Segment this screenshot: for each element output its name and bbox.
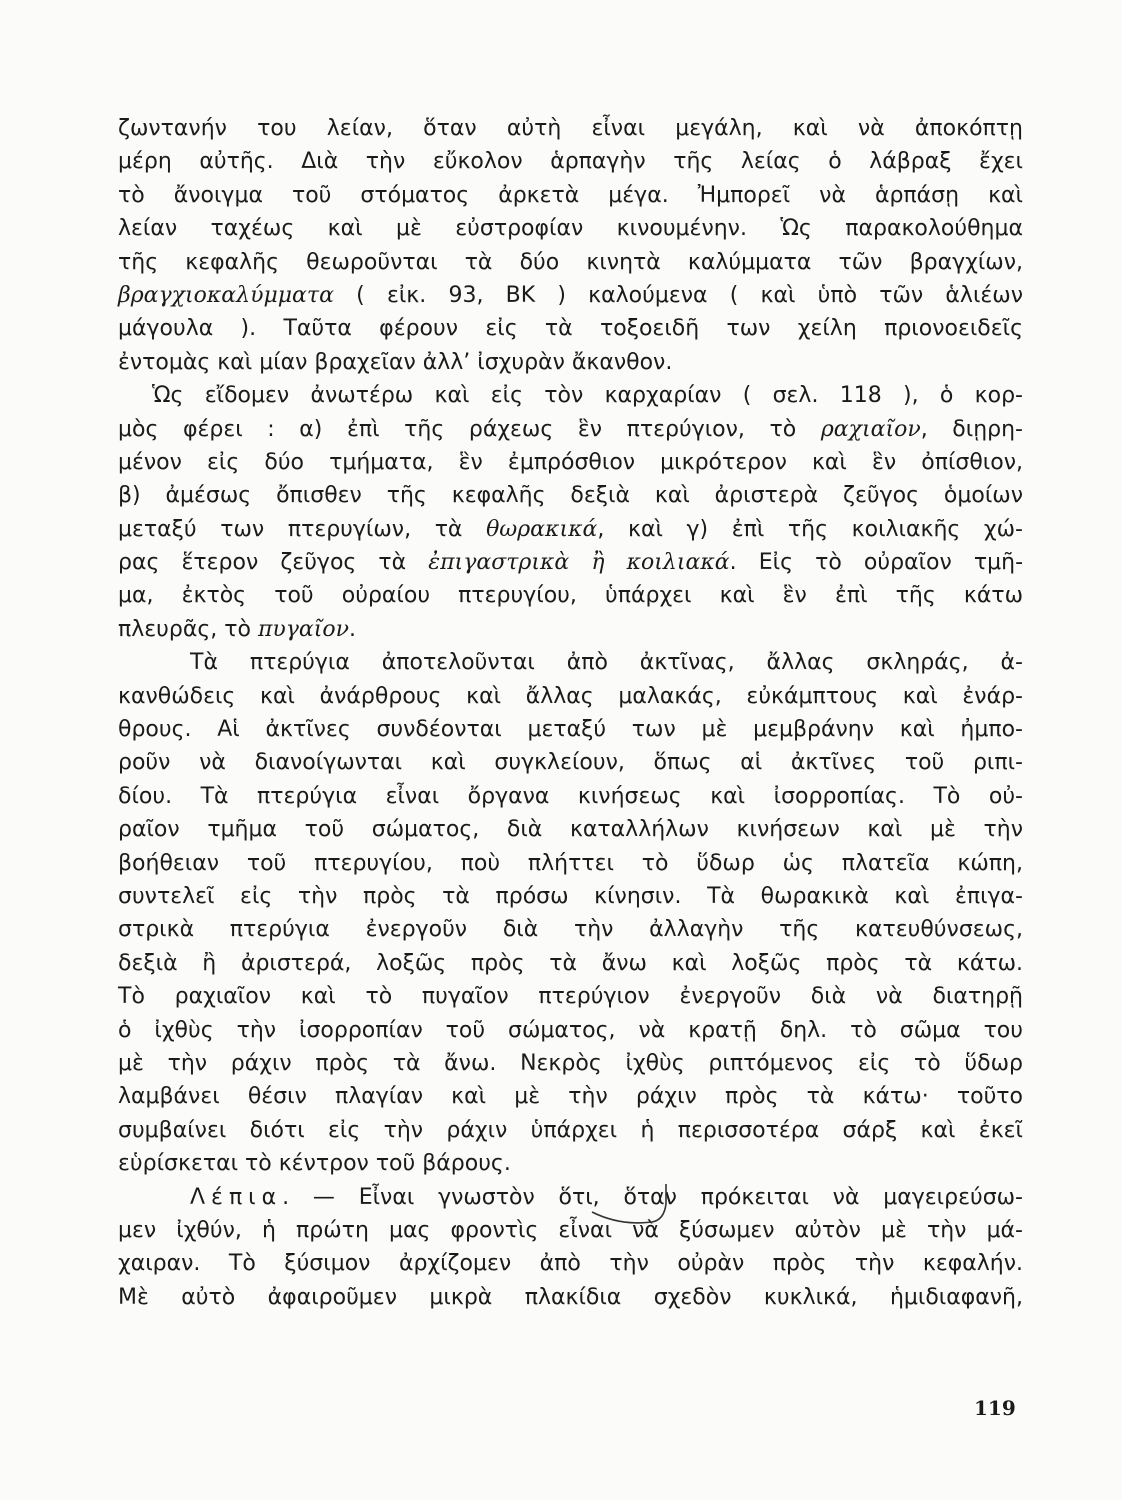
line-text: δίου. Τὰ πτερύγια εἶναι ὄργανα κινήσεως καὶ ἰσορροπίας. Τὸ οὐ- (118, 783, 1023, 809)
line-text: . (349, 616, 357, 642)
line-text: λαμβάνει θέσιν πλαγίαν καὶ μὲ τὴν ράχιν πρὸς τὰ κάτω· τοῦτο (118, 1084, 1023, 1110)
text-line (118, 112, 1023, 145)
italic-term: βραγχιοκαλύμματα (118, 282, 334, 308)
line-text: συντελεῖ εἰς τὴν πρὸς τὰ πρόσω κίνησιν. Τὰ θωρακικὰ καὶ ἐπιγα- (118, 883, 1023, 909)
line-text: , διῃρη- (920, 416, 1023, 442)
text-line (118, 446, 1023, 479)
text-line (118, 746, 1023, 779)
text-line (118, 413, 1023, 446)
line-text: μὸς φέρει : α) ἐπὶ τῆς ράχεως ἓν πτερύγιον, τὸ (118, 416, 821, 442)
text-line (118, 1047, 1023, 1080)
line-text: ροῦν νὰ διανοίγωνται καὶ συγκλείουν, ὅπως αἱ ἀκτῖνες τοῦ ριπι- (118, 750, 1023, 776)
text-line (118, 513, 1023, 546)
line-text: λείαν ταχέως καὶ μὲ εὐστροφίαν κινουμένην. Ὡς παρακολούθημα (118, 216, 1023, 242)
line-text: πλευρᾶς, τὸ (118, 616, 258, 642)
text-line (118, 1014, 1023, 1047)
body-text (118, 112, 1023, 1314)
text-line (118, 212, 1023, 245)
text-line (118, 1080, 1023, 1113)
section-heading: Λέπια (190, 1184, 283, 1210)
italic-term: θωρακικά (486, 516, 598, 542)
text-line (118, 1247, 1023, 1280)
text-line (118, 947, 1023, 980)
text-line (118, 1281, 1023, 1314)
line-text: μεν ἰχθύν, ἡ πρώτη μας φροντὶς εἶναι νὰ ξύσωμεν αὐτὸν μὲ τὴν μά- (118, 1217, 1023, 1243)
line-text: χαιραν. Τὸ ξύσιμον ἀρχίζομεν ἀπὸ τὴν οὐρὰν πρὸς τὴν κεφαλήν. (118, 1251, 1023, 1277)
line-text: δεξιὰ ἢ ἀριστερά, λοξῶς πρὸς τὰ ἄνω καὶ λοξῶς πρὸς τὰ κάτω. (118, 950, 1023, 976)
line-text: μένον εἰς δύο τμήματα, ἓν ἐμπρόσθιον μικρότερον καὶ ἓν ὀπίσθιον, (118, 449, 1023, 475)
line-text: ζωντανήν του λείαν, ὅταν αὐτὴ εἶναι μεγάλη, καὶ νὰ ἀποκόπτῃ (118, 116, 1023, 141)
text-line (118, 780, 1023, 813)
line-text: Ὡς εἴδομεν ἀνωτέρω καὶ εἰς τὸν καρχαρίαν ( σελ. 118 ), ὁ κορ- (152, 383, 1023, 409)
line-text: ( εἰκ. 93, ΒΚ ) καλούμενα ( καὶ ὑπὸ τῶν ἁλιέων (333, 282, 1023, 308)
text-line (118, 379, 1023, 412)
text-line (118, 546, 1023, 579)
line-text: τῆς κεφαλῆς θεωροῦνται τὰ δύο κινητὰ καλύμματα τῶν βραγχίων, (118, 249, 1023, 275)
text-line (118, 613, 1023, 646)
line-text: μὲ τὴν ράχιν πρὸς τὰ ἄνω. Νεκρὸς ἰχθὺς ριπτόμενος εἰς τὸ ὕδωρ (118, 1050, 1023, 1076)
line-text: . Εἰς τὸ οὐραῖον τμῆ- (729, 550, 1024, 576)
italic-term: ραχιαῖον (820, 416, 921, 442)
text-line (118, 179, 1023, 212)
page-number: 119 (974, 1396, 1016, 1420)
text-line (118, 1147, 1023, 1180)
text-line (118, 913, 1023, 946)
line-text: συμβαίνει διότι εἰς τὴν ράχιν ὑπάρχει ἡ περισσοτέρα σάρξ καὶ ἐκεῖ (118, 1117, 1023, 1143)
text-line (118, 312, 1023, 345)
text-line (118, 479, 1023, 512)
text-line (118, 1181, 1023, 1214)
text-line (118, 847, 1023, 880)
text-line (118, 145, 1023, 178)
text-line (118, 246, 1023, 279)
text-line (118, 1214, 1023, 1247)
line-text: ραῖον τμῆμα τοῦ σώματος, διὰ καταλλήλων κινήσεων καὶ μὲ τὴν (118, 817, 1023, 843)
line-text: μάγουλα ). Ταῦτα φέρουν εἰς τὰ τοξοειδῆ των χείλη πριονοειδεῖς (118, 316, 1023, 342)
line-text: μα, ἐκτὸς τοῦ οὐραίου πτερυγίου, ὑπάρχει καὶ ἓν ἐπὶ τῆς κάτω (118, 583, 1023, 609)
text-line (118, 346, 1023, 379)
text-line (118, 713, 1023, 746)
italic-term: ἐπιγαστρικὰ ἢ κοιλιακά (428, 550, 730, 576)
line-text: Μὲ αὐτὸ ἀφαιροῦμεν μικρὰ πλακίδια σχεδὸν κυκλικά, ἡμιδιαφανῆ, (118, 1284, 1023, 1310)
text-line (118, 813, 1023, 846)
handwritten-bracket-mark (590, 1182, 680, 1232)
line-text: μεταξύ των πτερυγίων, τὰ (118, 516, 487, 542)
line-text: ὁ ἰχθὺς τὴν ἰσορροπίαν τοῦ σώματος, νὰ κρατῇ δηλ. τὸ σῶμα του (118, 1017, 1023, 1043)
text-line (118, 980, 1023, 1013)
text-line (118, 1114, 1023, 1147)
line-text: κανθώδεις καὶ ἀνάρθρους καὶ ἄλλας μαλακάς, εὐκάμπτους καὶ ἐνάρ- (118, 683, 1023, 709)
line-text: μέρη αὐτῆς. Διὰ τὴν εὔκολον ἁρπαγὴν τῆς λείας ὁ λάβραξ ἔχει (118, 149, 1023, 175)
text-line (118, 279, 1023, 312)
text-line (118, 880, 1023, 913)
text-line (118, 646, 1023, 679)
line-text: θρους. Αἱ ἀκτῖνες συνδέονται μεταξύ των μὲ μεμβράνην καὶ ἠμπο- (118, 717, 1023, 743)
line-text: βοήθειαν τοῦ πτερυγίου, ποὺ πλήττει τὸ ὕδωρ ὡς πλατεῖα κώπη, (118, 850, 1023, 876)
line-text: ἐντομὰς καὶ μίαν βραχεῖαν ἀλλ’ ἰσχυρὰν ἄκανθον. (118, 349, 673, 375)
line-text: στρικὰ πτερύγια ἐνεργοῦν διὰ τὴν ἀλλαγὴν τῆς κατευθύνσεως, (118, 917, 1023, 943)
line-text: εὑρίσκεται τὸ κέντρον τοῦ βάρους. (118, 1151, 511, 1177)
text-line (118, 680, 1023, 713)
line-text: Τὰ πτερύγια ἀποτελοῦνται ἀπὸ ἀκτῖνας, ἄλλας σκληράς, ἀ- (190, 650, 1023, 676)
italic-term: πυγαῖον (257, 616, 350, 642)
line-text: . — Εἶναι γνωστὸν ὅτι, ὅταν πρόκειται νὰ μαγειρεύσω- (282, 1184, 1023, 1210)
text-line (118, 579, 1023, 612)
line-text: Τὸ ραχιαῖον καὶ τὸ πυγαῖον πτερύγιον ἐνεργοῦν διὰ νὰ διατηρῇ (118, 984, 1023, 1010)
line-text: τὸ ἄνοιγμα τοῦ στόματος ἀρκετὰ μέγα. Ἠμπορεῖ νὰ ἁρπάσῃ καὶ (118, 182, 1023, 208)
line-text: ρας ἕτερον ζεῦγος τὰ (118, 550, 429, 576)
line-text: , καὶ γ) ἐπὶ τῆς κοιλιακῆς χώ- (597, 516, 1023, 542)
line-text: β) ἀμέσως ὄπισθεν τῆς κεφαλῆς δεξιὰ καὶ ἀριστερὰ ζεῦγος ὁμοίων (118, 483, 1023, 509)
